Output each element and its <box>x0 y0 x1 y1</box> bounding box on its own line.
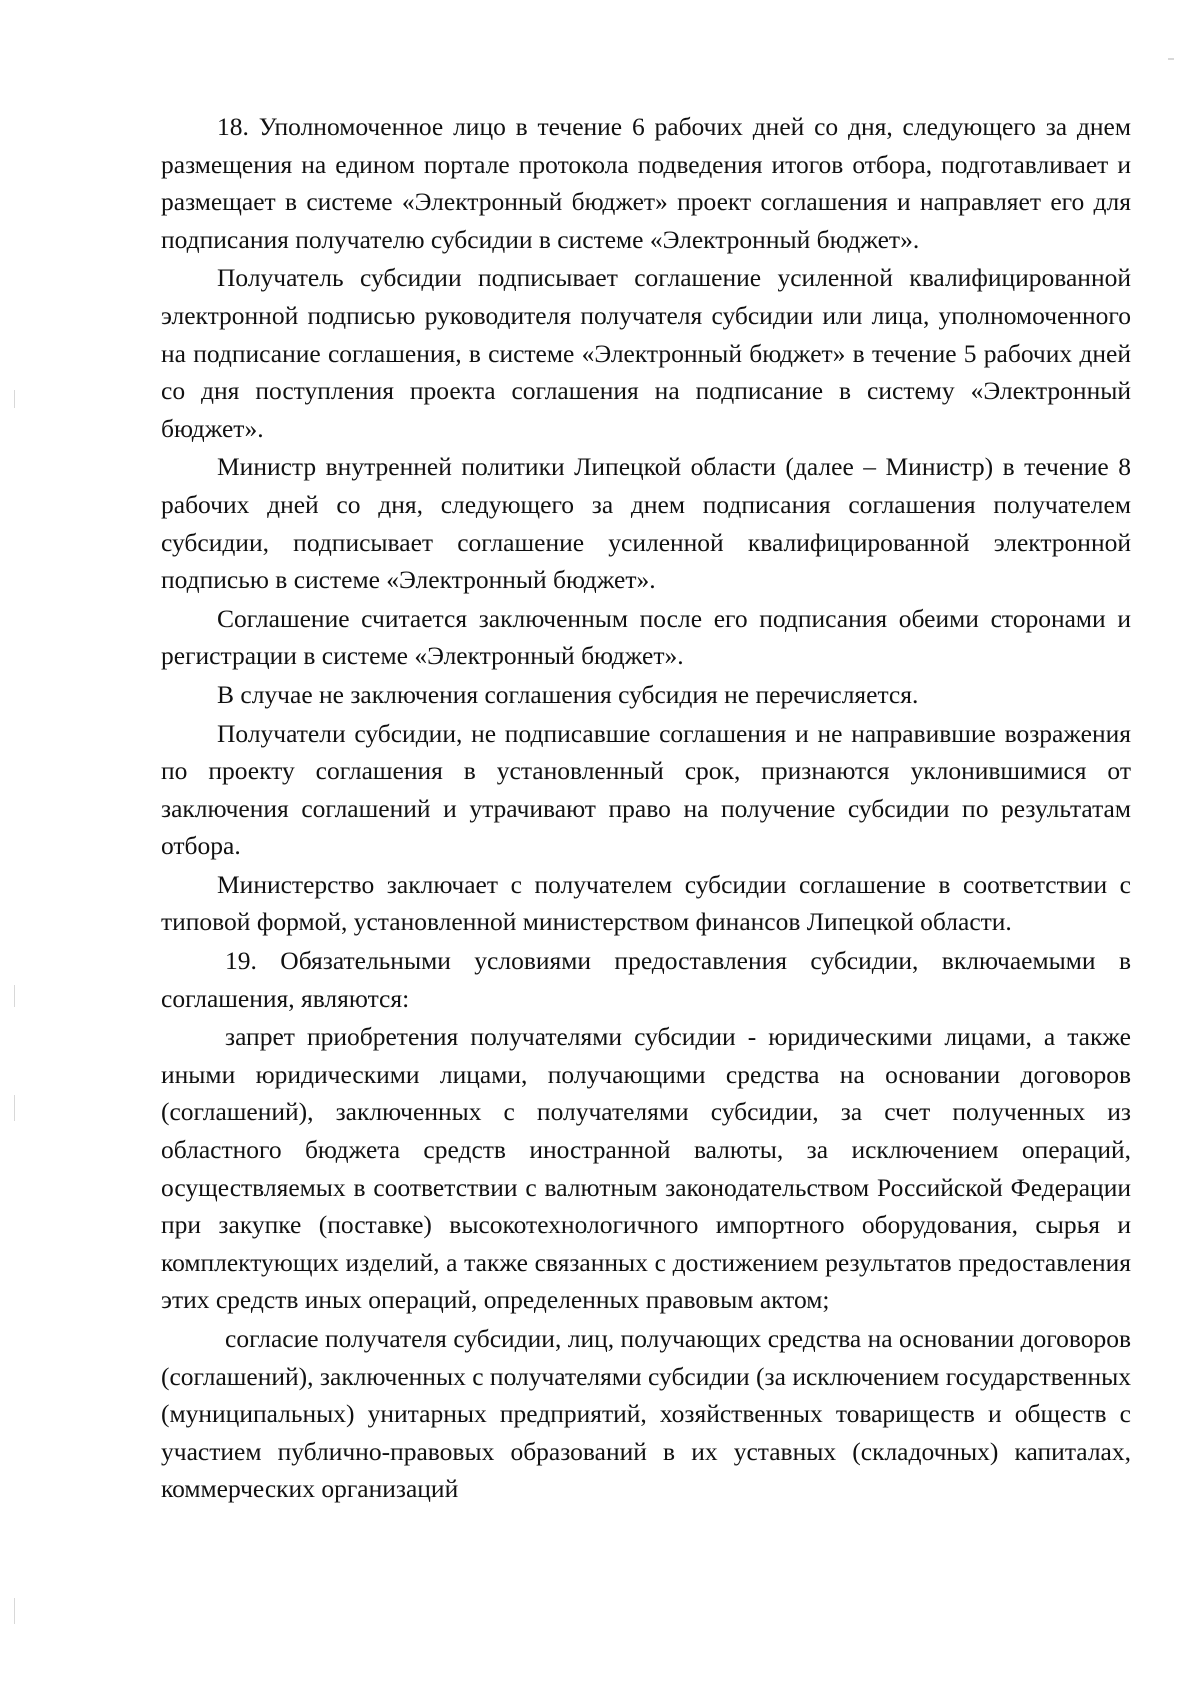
paragraph-currency-ban: запрет приобретения получателями субсидии - юридическими лицами, а также иными юридическими лицами, получающими средства на основании договоров (соглашений), заключенных с получателями субсидии, за счет полученных из областного бюджета средств иностранной валюты, за исключением операций, осуществляемых в соответствии с валютным законодательством Российской Федерации при закупке (поставке) высокотехнологичного импортного оборудования, сырья и комплектующих изделий, а также связанных с достижением результатов предоставления этих средств иных операций, определенных правовым актом; <box>161 1022 1131 1315</box>
scan-artifact-top-right <box>1168 58 1174 60</box>
paragraph-recipient-signs: Получатель субсидии подписывает соглашение усиленной квалифицированной электронной подписью руководителя получателя субсидии или лица, уполномоченного на подписание соглашения, в системе «Электронный бюджет» в течение 5 рабочих дней со дня поступления проекта соглашения на подписание в систему «Электронный бюджет». <box>161 263 1131 443</box>
scan-artifact-left-1 <box>14 390 15 408</box>
scan-artifact-left-3 <box>14 1095 15 1121</box>
paragraph-19-conditions: 19. Обязательными условиями предоставления субсидии, включаемыми в соглашения, являются: <box>161 946 1131 1013</box>
document-body <box>161 108 1131 1508</box>
scan-artifact-left-2 <box>14 985 15 1007</box>
scan-artifact-left-4 <box>14 1598 15 1624</box>
paragraph-no-agreement: В случае не заключения соглашения субсидия не перечисляется. <box>217 679 919 709</box>
paragraph-minister-signs: Министр внутренней политики Липецкой области (далее – Министр) в течение 8 рабочих дней со дня, следующего за днем подписания соглашения получателем субсидии, подписывает соглашение усиленной квалифицированной электронной подписью в системе «Электронный бюджет». <box>161 452 1131 595</box>
paragraph-ministry-concludes: Министерство заключает с получателем субсидии соглашение в соответствии с типовой формой, установленной министерством финансов Липецкой области. <box>161 869 1131 937</box>
paragraph-recipients-evaded: Получатели субсидии, не подписавшие соглашения и не направившие возражения по проекту соглашения в установленный срок, признаются уклонившимися от заключения соглашений и утрачивают право на получение субсидии по результатам отбора. <box>161 718 1131 861</box>
paragraph-agreement-concluded: Соглашение считается заключенным после его подписания обеими сторонами и регистрации в системе «Электронный бюджет». <box>161 603 1131 671</box>
paragraph-recipient-consent: согласие получателя субсидии, лиц, получающих средства на основании договоров (соглашений), заключенных с получателями субсидии (за исключением государственных (муниципальных) унитарных предприятий, хозяйственных товариществ и обществ с участием публично-правовых образований в их уставных (складочных) капиталах, коммерческих организаций <box>161 1324 1131 1504</box>
paragraph-18-intro: 18. Уполномоченное лицо в течение 6 рабочих дней со дня, следующего за днем размещения на едином портале протокола подведения итогов отбора, подготавливает и размещает в системе «Электронный бюджет» проект соглашения и направляет его для подписания получателю субсидии в системе «Электронный бюджет». <box>161 112 1131 254</box>
